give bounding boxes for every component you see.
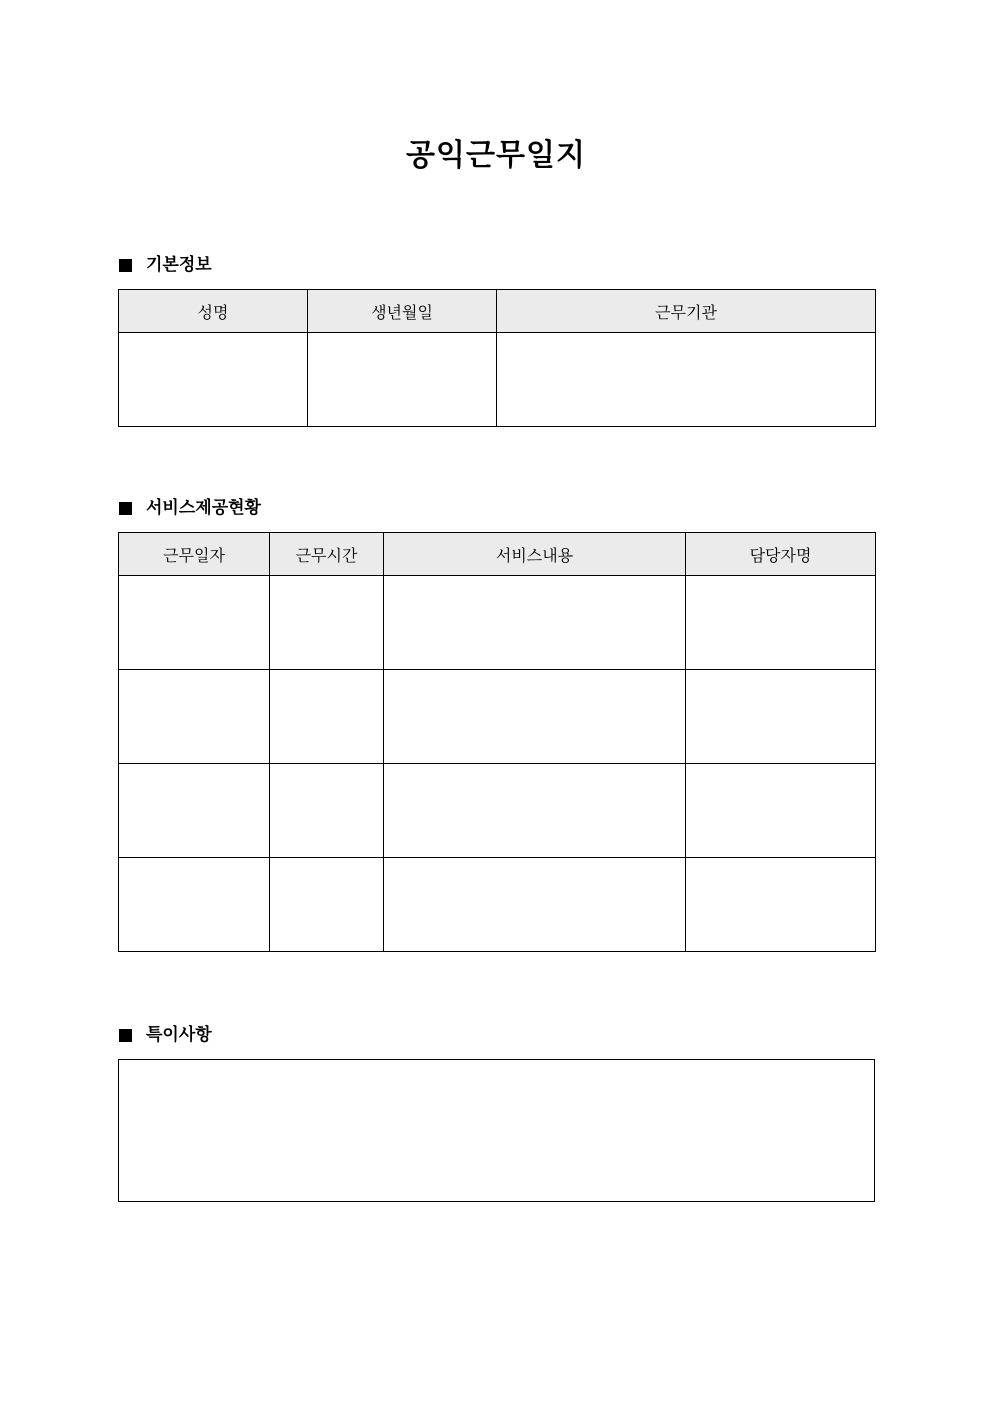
basic-info-heading <box>119 253 212 277</box>
service-row <box>119 576 876 670</box>
birthdate-field[interactable] <box>308 333 497 427</box>
header-work-hours: 근무시간 <box>270 533 384 576</box>
work-hours-field[interactable] <box>270 764 384 858</box>
manager-name-field[interactable] <box>686 764 876 858</box>
service-status-heading-label: 서비스제공현황 <box>146 498 261 518</box>
work-date-field[interactable] <box>119 670 270 764</box>
service-row <box>119 764 876 858</box>
remarks-field[interactable] <box>118 1059 875 1202</box>
square-bullet-icon <box>119 259 132 272</box>
document-title: 공익근무일지 <box>406 138 586 173</box>
remarks-heading <box>119 1023 212 1047</box>
service-status-table <box>118 532 876 952</box>
work-hours-field[interactable] <box>270 576 384 670</box>
header-name: 성명 <box>119 290 308 333</box>
square-bullet-icon <box>119 1029 132 1042</box>
basic-info-input-row <box>119 333 876 427</box>
header-birthdate: 생년월일 <box>308 290 497 333</box>
basic-info-heading-label: 기본정보 <box>146 255 212 275</box>
name-field[interactable] <box>119 333 308 427</box>
service-content-field[interactable] <box>384 576 686 670</box>
work-date-field[interactable] <box>119 576 270 670</box>
work-hours-field[interactable] <box>270 858 384 952</box>
service-row <box>119 858 876 952</box>
service-status-heading <box>119 496 261 520</box>
workplace-field[interactable] <box>497 333 876 427</box>
service-row <box>119 670 876 764</box>
work-hours-field[interactable] <box>270 670 384 764</box>
service-status-header-row <box>119 533 876 576</box>
service-content-field[interactable] <box>384 764 686 858</box>
work-date-field[interactable] <box>119 858 270 952</box>
header-work-date: 근무일자 <box>119 533 270 576</box>
header-workplace: 근무기관 <box>497 290 876 333</box>
header-service-content: 서비스내용 <box>384 533 686 576</box>
remarks-heading-label: 특이사항 <box>146 1025 212 1045</box>
basic-info-table <box>118 289 876 427</box>
square-bullet-icon <box>119 502 132 515</box>
manager-name-field[interactable] <box>686 670 876 764</box>
work-date-field[interactable] <box>119 764 270 858</box>
basic-info-header-row <box>119 290 876 333</box>
header-manager-name: 담당자명 <box>686 533 876 576</box>
manager-name-field[interactable] <box>686 576 876 670</box>
service-content-field[interactable] <box>384 670 686 764</box>
service-content-field[interactable] <box>384 858 686 952</box>
manager-name-field[interactable] <box>686 858 876 952</box>
